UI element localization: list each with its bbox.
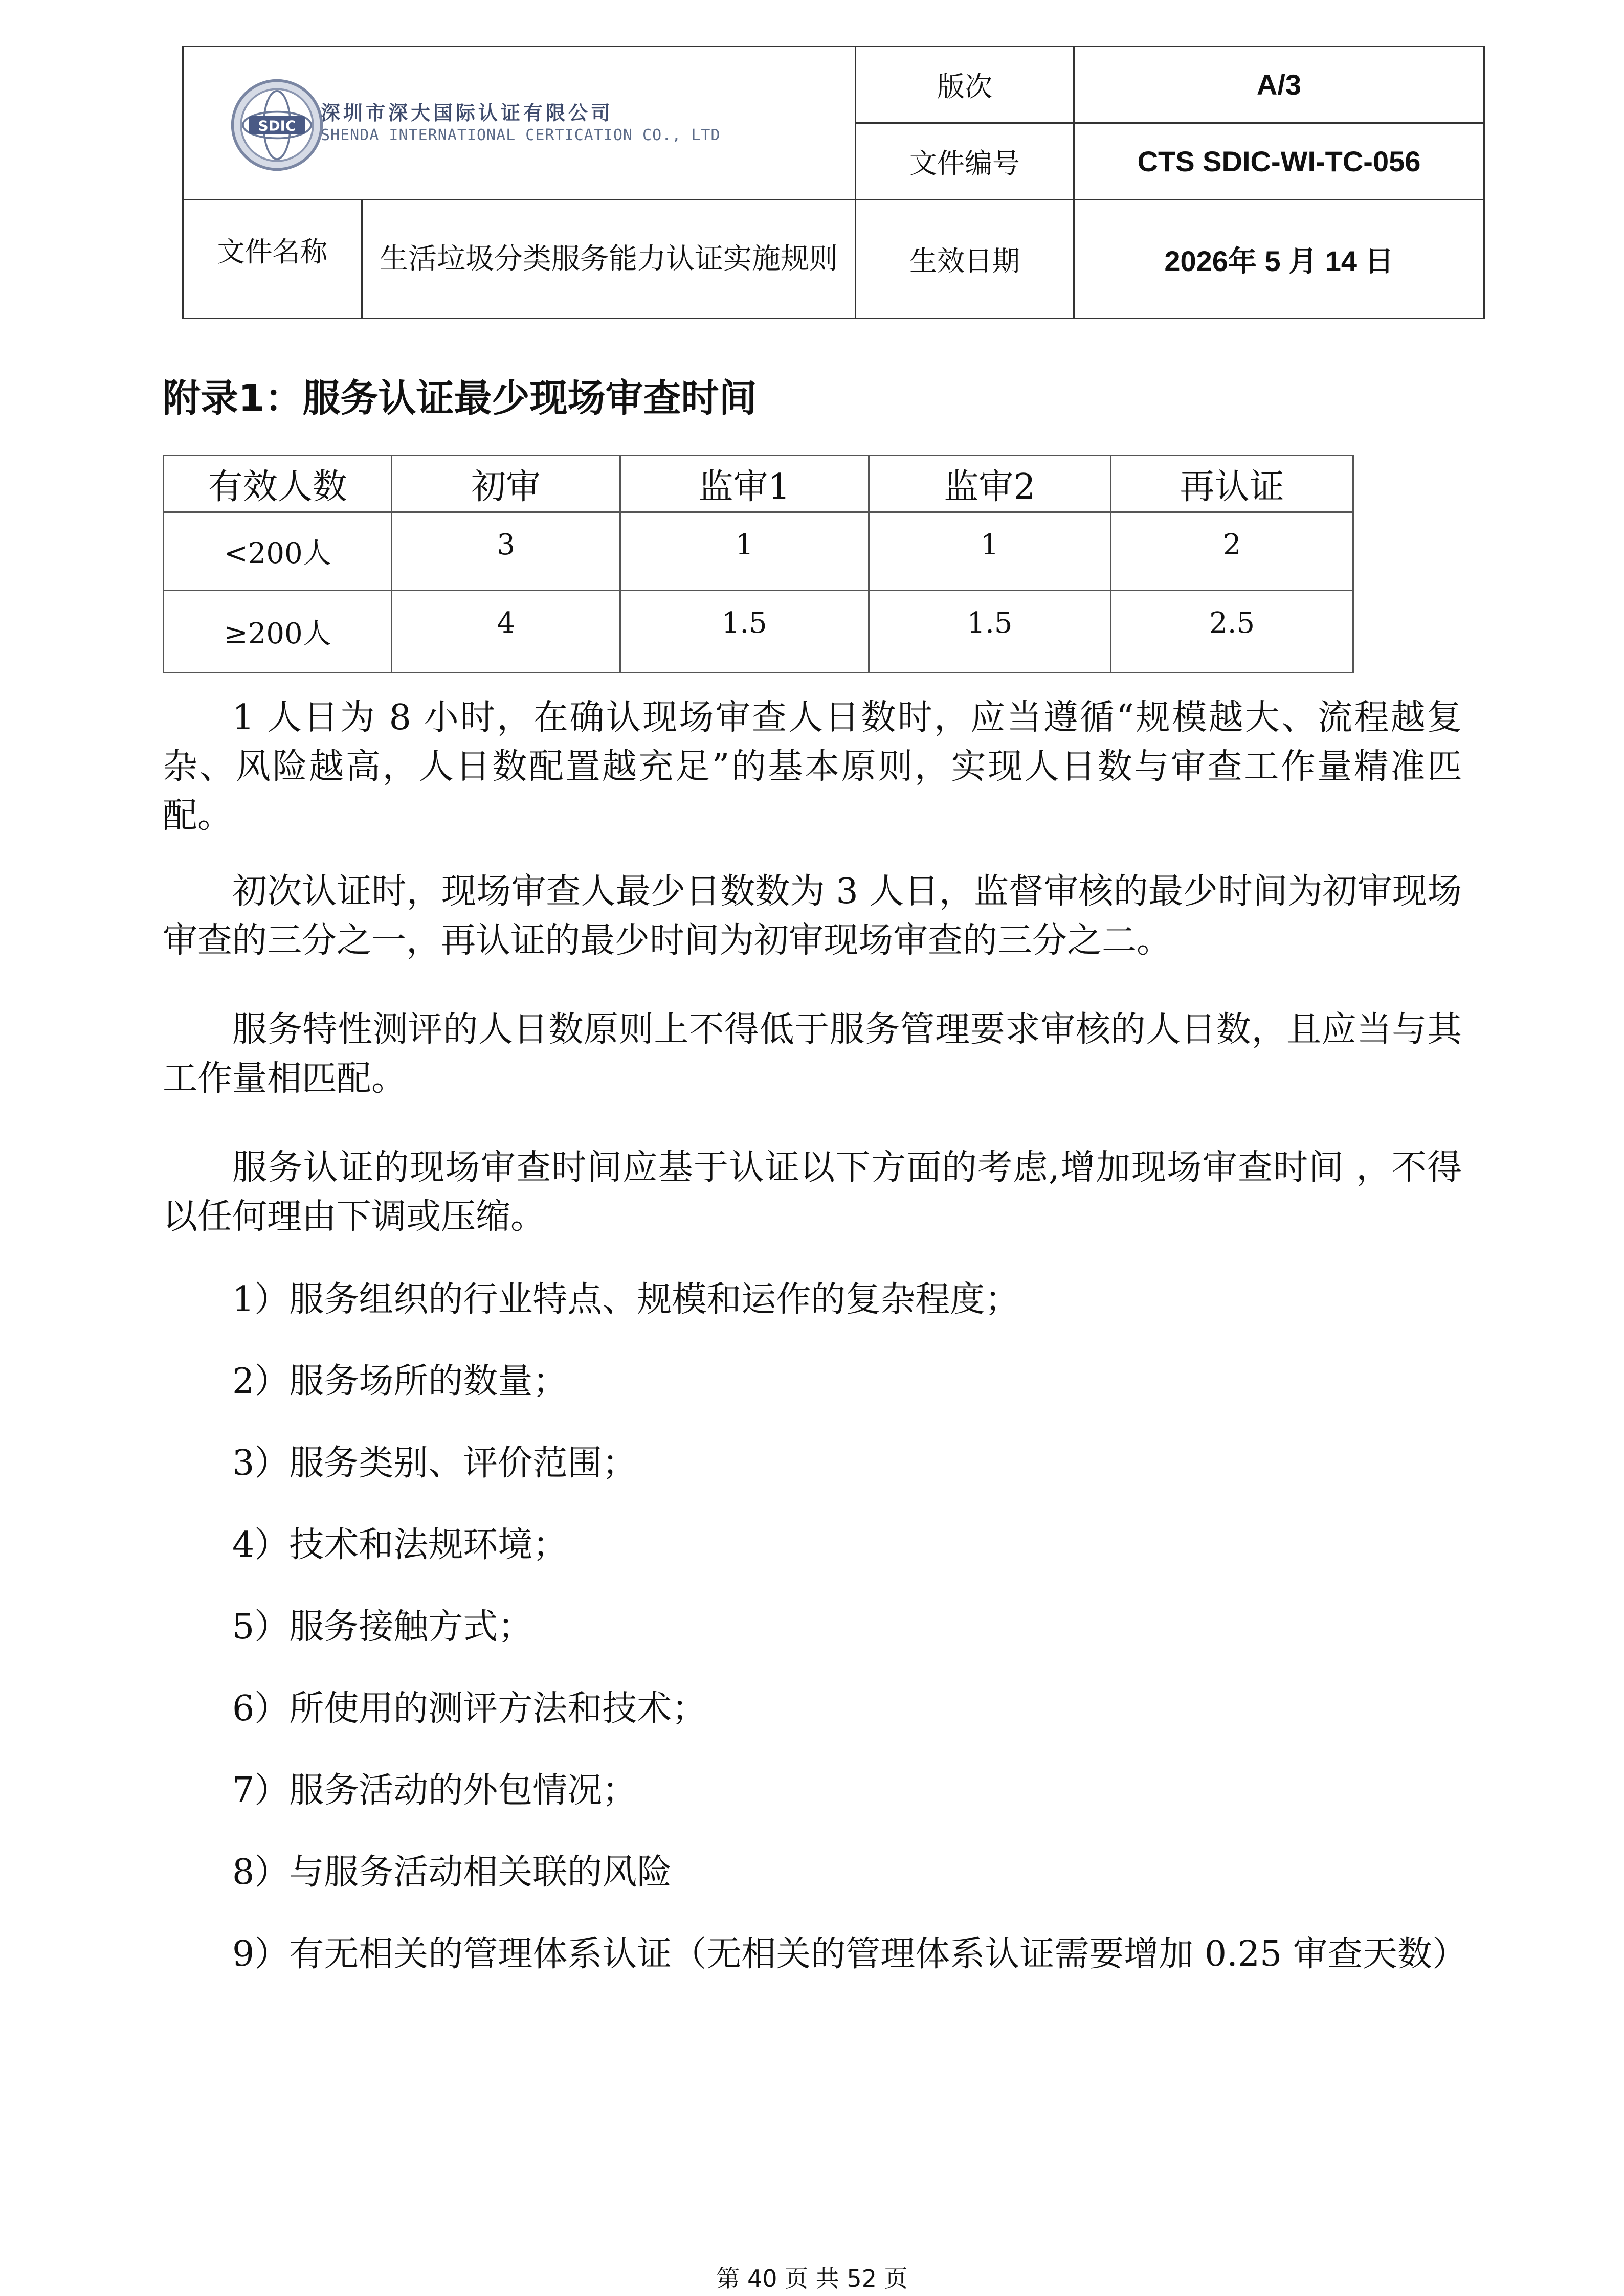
table-cell: ≥200人 <box>164 591 392 673</box>
docno-label: 文件编号 <box>856 123 1074 200</box>
table-cell: 4 <box>392 591 620 673</box>
table-cell: 1.5 <box>620 591 869 673</box>
version-value: A/3 <box>1074 47 1484 123</box>
company-name-en: SHENDA INTERNATIONAL CERTICATION CO., LTD <box>321 126 721 144</box>
list-item: 8）与服务活动相关联的风险 <box>232 1852 672 1893</box>
paragraph: 1 人日为 8 小时，在确认现场审查人日数时，应当遵循“规模越大、流程越复杂、风险越高，人日数配置越充足”的基本原则，实现人日数与审查工作量精准匹配。 <box>163 697 1462 836</box>
table-header-cell: 监审2 <box>869 456 1111 512</box>
effective-date-label: 生效日期 <box>856 200 1074 319</box>
paragraph: 初次认证时，现场审查人最少日数数为 3 人日，监督审核的最少时间为初审现场审查的三分之一，再认证的最少时间为初审现场审查的三分之二。 <box>163 871 1462 961</box>
docname-value: 生活垃圾分类服务能力认证实施规则 <box>362 200 856 319</box>
table-cell: 2.5 <box>1111 591 1353 673</box>
list-item: 5）服务接触方式； <box>232 1607 533 1647</box>
docname-label: 文件名称 <box>183 200 362 319</box>
paragraph: 服务特性测评的人日数原则上不得低于服务管理要求审核的人日数，且应当与其工作量相匹配。 <box>163 1009 1462 1099</box>
audit-time-table <box>163 455 1354 673</box>
table-header-row <box>164 456 1353 512</box>
list-item: 6）所使用的测评方法和技术； <box>232 1689 707 1729</box>
list-item: 7）服务活动的外包情况； <box>232 1770 637 1811</box>
appendix-title: 附录1：服务认证最少现场审查时间 <box>163 376 757 420</box>
table-row <box>164 512 1353 591</box>
table-cell: 3 <box>392 512 620 591</box>
table-cell: 2 <box>1111 512 1353 591</box>
table-cell: 1 <box>869 512 1111 591</box>
docno-value: CTS SDIC-WI-TC-056 <box>1074 123 1484 200</box>
list-item: 1）服务组织的行业特点、规模和运作的复杂程度； <box>232 1279 1020 1320</box>
table-cell: 1 <box>620 512 869 591</box>
table-header-cell: 初审 <box>392 456 620 512</box>
list-item: 3）服务类别、评价范围； <box>232 1443 637 1483</box>
table-cell: <200人 <box>164 512 392 591</box>
list-item: 2）服务场所的数量； <box>232 1361 568 1402</box>
paragraph: 服务认证的现场审查时间应基于认证以下方面的考虑,增加现场审查时间 ，不得以任何理由下调或压缩。 <box>163 1147 1462 1237</box>
company-logo-block <box>183 47 856 200</box>
document-header-table <box>182 46 1485 319</box>
table-header-cell: 有效人数 <box>164 456 392 512</box>
table-header-cell: 监审1 <box>620 456 869 512</box>
list-item: 4）技术和法规环境； <box>232 1525 568 1565</box>
version-label: 版次 <box>856 47 1074 123</box>
page-footer: 第 40 页 共 52 页 <box>716 2265 908 2292</box>
table-row <box>164 591 1353 673</box>
effective-date-value: 2026年 5 月 14 日 <box>1074 200 1484 319</box>
table-header-cell: 再认证 <box>1111 456 1353 512</box>
svg-text:SDIC: SDIC <box>258 117 296 134</box>
company-logo-icon <box>230 78 324 172</box>
list-item: 9）有无相关的管理体系认证（无相关的管理体系认证需要增加 0.25 审查天数） <box>232 1934 1467 1974</box>
table-cell: 1.5 <box>869 591 1111 673</box>
company-name-cn: 深圳市深大国际认证有限公司 <box>321 102 614 124</box>
